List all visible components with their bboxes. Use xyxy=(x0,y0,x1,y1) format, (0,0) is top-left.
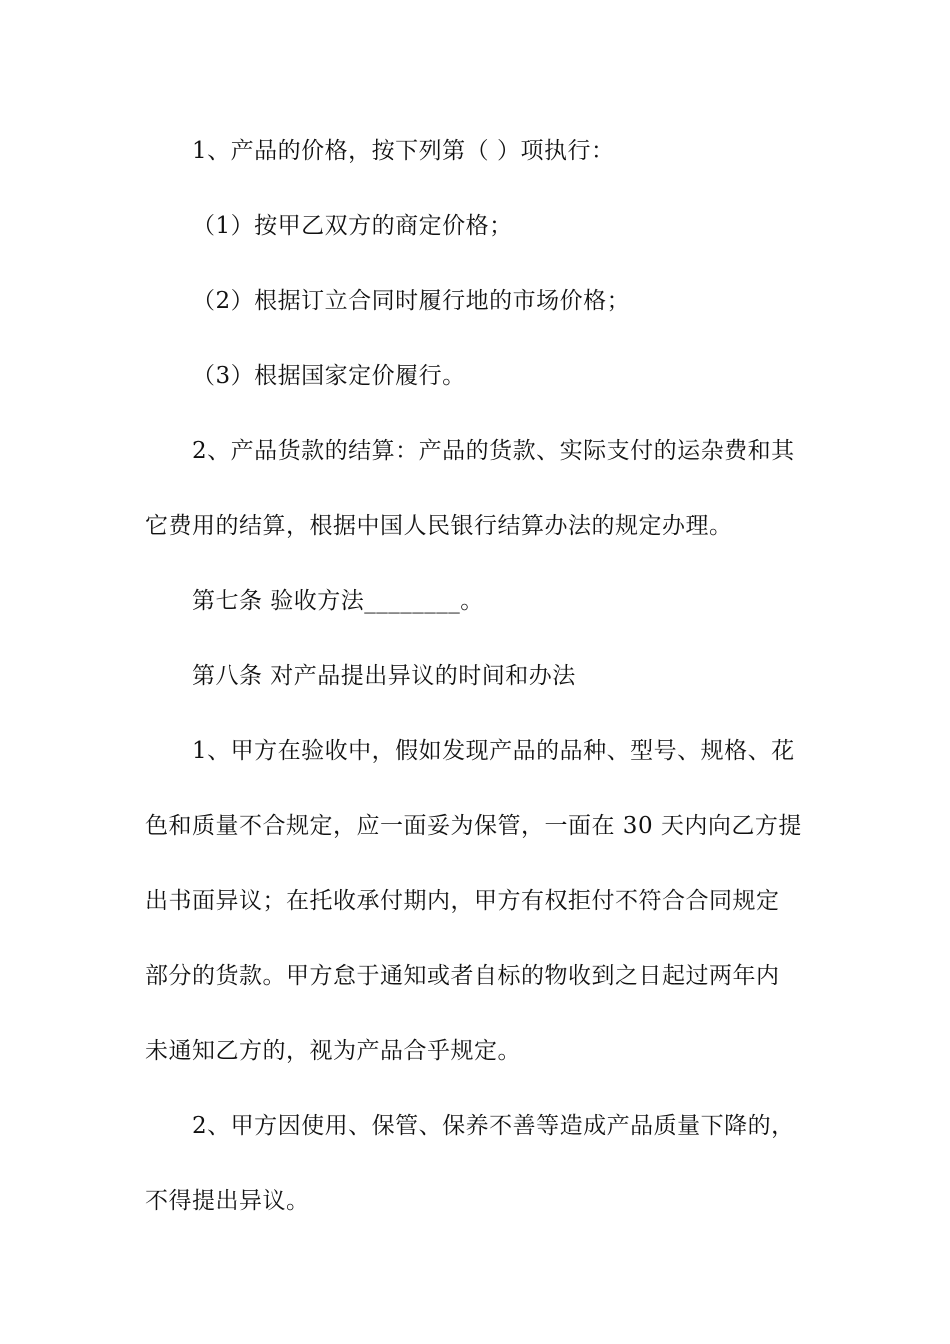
paragraph-objection-line-5: 未通知乙方的，视为产品合乎规定。 xyxy=(145,1038,521,1064)
paragraph-price-clause: 1、产品的价格，按下列第（ ）项执行： xyxy=(192,138,615,164)
price-option-3: （3）根据国家定价履行。 xyxy=(192,363,466,389)
price-option-2: （2）根据订立合同时履行地的市场价格； xyxy=(192,288,631,314)
paragraph-misuse-line-1: 2、甲方因使用、保管、保养不善等造成产品质量下降的， xyxy=(192,1113,795,1139)
paragraph-objection-line-4: 部分的货款。甲方怠于通知或者自标的物收到之日起过两年内 xyxy=(145,963,780,989)
article-8-heading: 第八条 对产品提出异议的时间和办法 xyxy=(192,663,576,689)
paragraph-objection-line-2: 色和质量不合规定，应一面妥为保管，一面在 30 天内向乙方提 xyxy=(145,813,802,839)
paragraph-objection-line-3: 出书面异议；在托收承付期内，甲方有权拒付不符合合同规定 xyxy=(145,888,780,914)
paragraph-objection-line-1: 1、甲方在验收中，假如发现产品的品种、型号、规格、花 xyxy=(192,738,795,764)
paragraph-settlement-line-1: 2、产品货款的结算：产品的货款、实际支付的运杂费和其 xyxy=(192,438,795,464)
paragraph-misuse-line-2: 不得提出异议。 xyxy=(145,1188,310,1214)
paragraph-settlement-line-2: 它费用的结算，根据中国人民银行结算办法的规定办理。 xyxy=(145,513,733,539)
article-7-heading: 第七条 验收方法________。 xyxy=(192,588,484,614)
price-option-1: （1）按甲乙双方的商定价格； xyxy=(192,213,513,239)
